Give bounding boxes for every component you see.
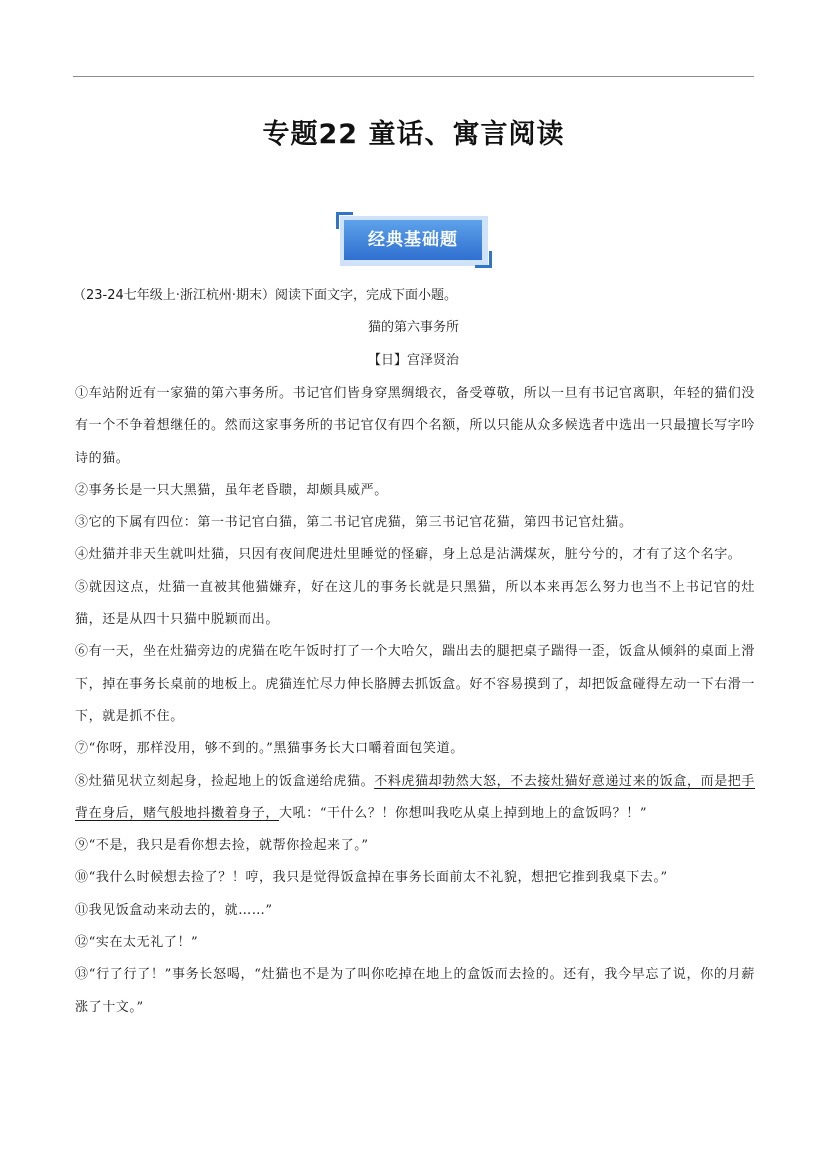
paragraph-2: ②事务长是一只大黑猫，虽年老昏聩，却颇具威严。 xyxy=(75,482,388,498)
question-source: （23-24七年级上·浙江杭州·期末）阅读下面文字，完成下面小题。 xyxy=(73,288,458,303)
section-badge-label: 经典基础题 xyxy=(344,220,482,260)
underlined-sentence: 不料虎猫却勃然大怒，不去接灶猫好意递过来的饭盒，而是把手背在身后，赌气般地抖擞着身子， xyxy=(75,773,756,821)
page-title: 专题22 童话、寓言阅读 xyxy=(262,119,565,150)
paragraph-13: ⑬“行了行了！”事务长怒喝，“灶猫也不是为了叫你吃掉在地上的盒饭而去捡的。还有，我今早忘了说，你的月薪涨了十文。” xyxy=(75,967,755,1015)
paragraph-7: ⑦“你呀，那样没用，够不到的。”黑猫事务长大口嚼着面包笑道。 xyxy=(75,741,464,757)
article-author: 【日】宫泽贤治 xyxy=(367,353,459,368)
paragraph-10: ⑩“我什么时候想去捡了？！哼，我只是觉得饭盒掉在事务长面前太不礼貌，想把它推到我桌下去。” xyxy=(75,870,668,886)
article-title: 猫的第六事务所 xyxy=(367,320,459,335)
paragraph-11: ⑪我见饭盒动来动去的，就……” xyxy=(75,902,273,918)
paragraph-6: ⑥有一天，坐在灶猫旁边的虎猫在吃午饭时打了一个大哈欠，踹出去的腿把桌子踹得一歪，饭盒从倾斜的桌面上滑下，掉在事务长桌前的地板上。虎猫连忙尽力伸长胳膊去抓饭盒。好不容易摸到了，却把饭盒碰得左动一下右滑一下，就是抓不住。 xyxy=(75,644,756,724)
article-body xyxy=(75,378,755,1024)
paragraph-4: ④灶猫并非天生就叫灶猫，只因有夜间爬进灶里睡觉的怪癖，身上总是沾满煤灰，脏兮兮的，才有了这个名字。 xyxy=(75,547,742,563)
section-badge xyxy=(336,212,492,268)
paragraph-9: ⑨“不是，我只是看你想去捡，就帮你捡起来了。” xyxy=(75,838,369,854)
paragraph-3: ③它的下属有四位：第一书记官白猫，第二书记官虎猫，第三书记官花猫，第四书记官灶猫。 xyxy=(75,515,633,531)
paragraph-8-before: ⑧灶猫见状立刻起身，捡起地上的饭盒递给虎猫。 xyxy=(75,773,375,789)
paragraph-1: ①车站附近有一家猫的第六事务所。书记官们皆身穿黑绸缎衣，备受尊敬，所以一旦有书记官离职，年轻的猫们没有一个不争着想继任的。然而这家事务所的书记官仅有四个名额，所以只能从众多候选者中选出一只最擅长写字吟诗的猫。 xyxy=(75,386,756,466)
paragraph-12: ⑫“实在太无礼了！” xyxy=(75,935,199,951)
paragraph-5: ⑤就因这点，灶猫一直被其他猫嫌弃，好在这儿的事务长就是只黑猫，所以本来再怎么努力也当不上书记官的灶猫，还是从四十只猫中脱颖而出。 xyxy=(75,579,755,628)
paragraph-8-after: 大吼：“干什么？！你想叫我吃从桌上掉到地上的盒饭吗？！” xyxy=(279,805,648,821)
header-rule xyxy=(73,76,754,77)
paragraph-8 xyxy=(75,766,755,831)
